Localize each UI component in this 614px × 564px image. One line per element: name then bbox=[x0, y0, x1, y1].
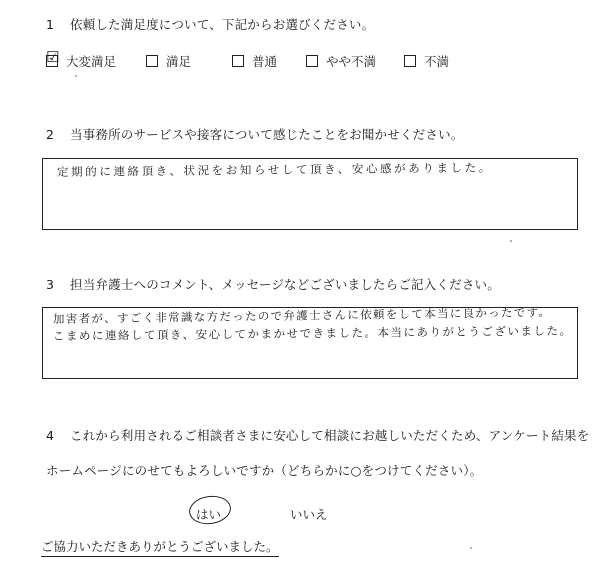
question-4-number: 4 bbox=[46, 428, 55, 443]
question-2-text: 当事務所のサービスや接客について感じたことをお聞かせください。 bbox=[70, 127, 464, 142]
checkbox-neutral[interactable] bbox=[232, 55, 244, 67]
question-1 bbox=[46, 15, 374, 33]
question-1-number: 1 bbox=[46, 17, 55, 32]
option-dissatisfied[interactable] bbox=[404, 52, 449, 70]
option-label: 普通 bbox=[252, 54, 278, 69]
question-4 bbox=[46, 426, 589, 444]
answer-box-3[interactable] bbox=[42, 307, 578, 379]
scan-speck bbox=[470, 547, 472, 549]
question-1-text: 依頼した満足度について、下記からお選びください。 bbox=[70, 17, 375, 32]
option-label: 満足 bbox=[166, 54, 192, 69]
question-2 bbox=[46, 125, 463, 143]
closing-message: ご協力いただきありがとうございました。 bbox=[41, 537, 279, 557]
option-label: 不満 bbox=[424, 54, 450, 69]
option-label: やや不満 bbox=[326, 54, 377, 69]
question-4-text-line-2: ホームページにのせてもよろしいですか（どちらかに○をつけてください）。 bbox=[46, 463, 483, 478]
handwritten-answer-3-line-1: 加害者が、すごく非常識な方だったので弁護士さんに依頼をして本当に良かったです。 bbox=[52, 305, 552, 326]
question-4-text-line-1: これから利用されるご相談者さまに安心して相談にお越しいただくため、アンケート結果を bbox=[70, 428, 590, 443]
question-2-number: 2 bbox=[46, 127, 55, 142]
checkbox-somewhat-dissatisfied[interactable] bbox=[306, 55, 318, 67]
selection-circle bbox=[187, 493, 232, 527]
handwritten-answer-2: 定期的に連絡頂き、状況をお知らせして頂き、安心感がありました。 bbox=[56, 160, 493, 179]
scan-speck bbox=[75, 75, 77, 77]
question-3-number: 3 bbox=[46, 277, 55, 292]
checkbox-satisfied[interactable] bbox=[146, 55, 158, 67]
handwritten-answer-3-line-2: こまめに連絡して頂き、安心してかまかせできました。本当にありがとうございました。 bbox=[52, 323, 573, 343]
scan-speck bbox=[510, 240, 512, 242]
option-label: 大変満足 bbox=[66, 54, 117, 69]
yes-option[interactable]: はい bbox=[196, 507, 222, 522]
question-4-line-2 bbox=[46, 461, 482, 479]
option-very-satisfied[interactable] bbox=[46, 48, 117, 70]
option-somewhat-dissatisfied[interactable] bbox=[306, 52, 376, 70]
question-3-text: 担当弁護士へのコメント、メッセージなどございましたらご記入ください。 bbox=[70, 277, 500, 292]
option-neutral[interactable] bbox=[232, 52, 277, 70]
question-3 bbox=[46, 275, 500, 293]
checkbox-dissatisfied[interactable] bbox=[404, 55, 416, 67]
option-satisfied[interactable] bbox=[146, 52, 191, 70]
no-option[interactable]: いいえ bbox=[290, 507, 328, 522]
answer-box-2[interactable] bbox=[42, 158, 578, 230]
check-mark-icon: ☑ bbox=[46, 48, 60, 66]
checkbox-very-satisfied[interactable] bbox=[46, 48, 60, 67]
